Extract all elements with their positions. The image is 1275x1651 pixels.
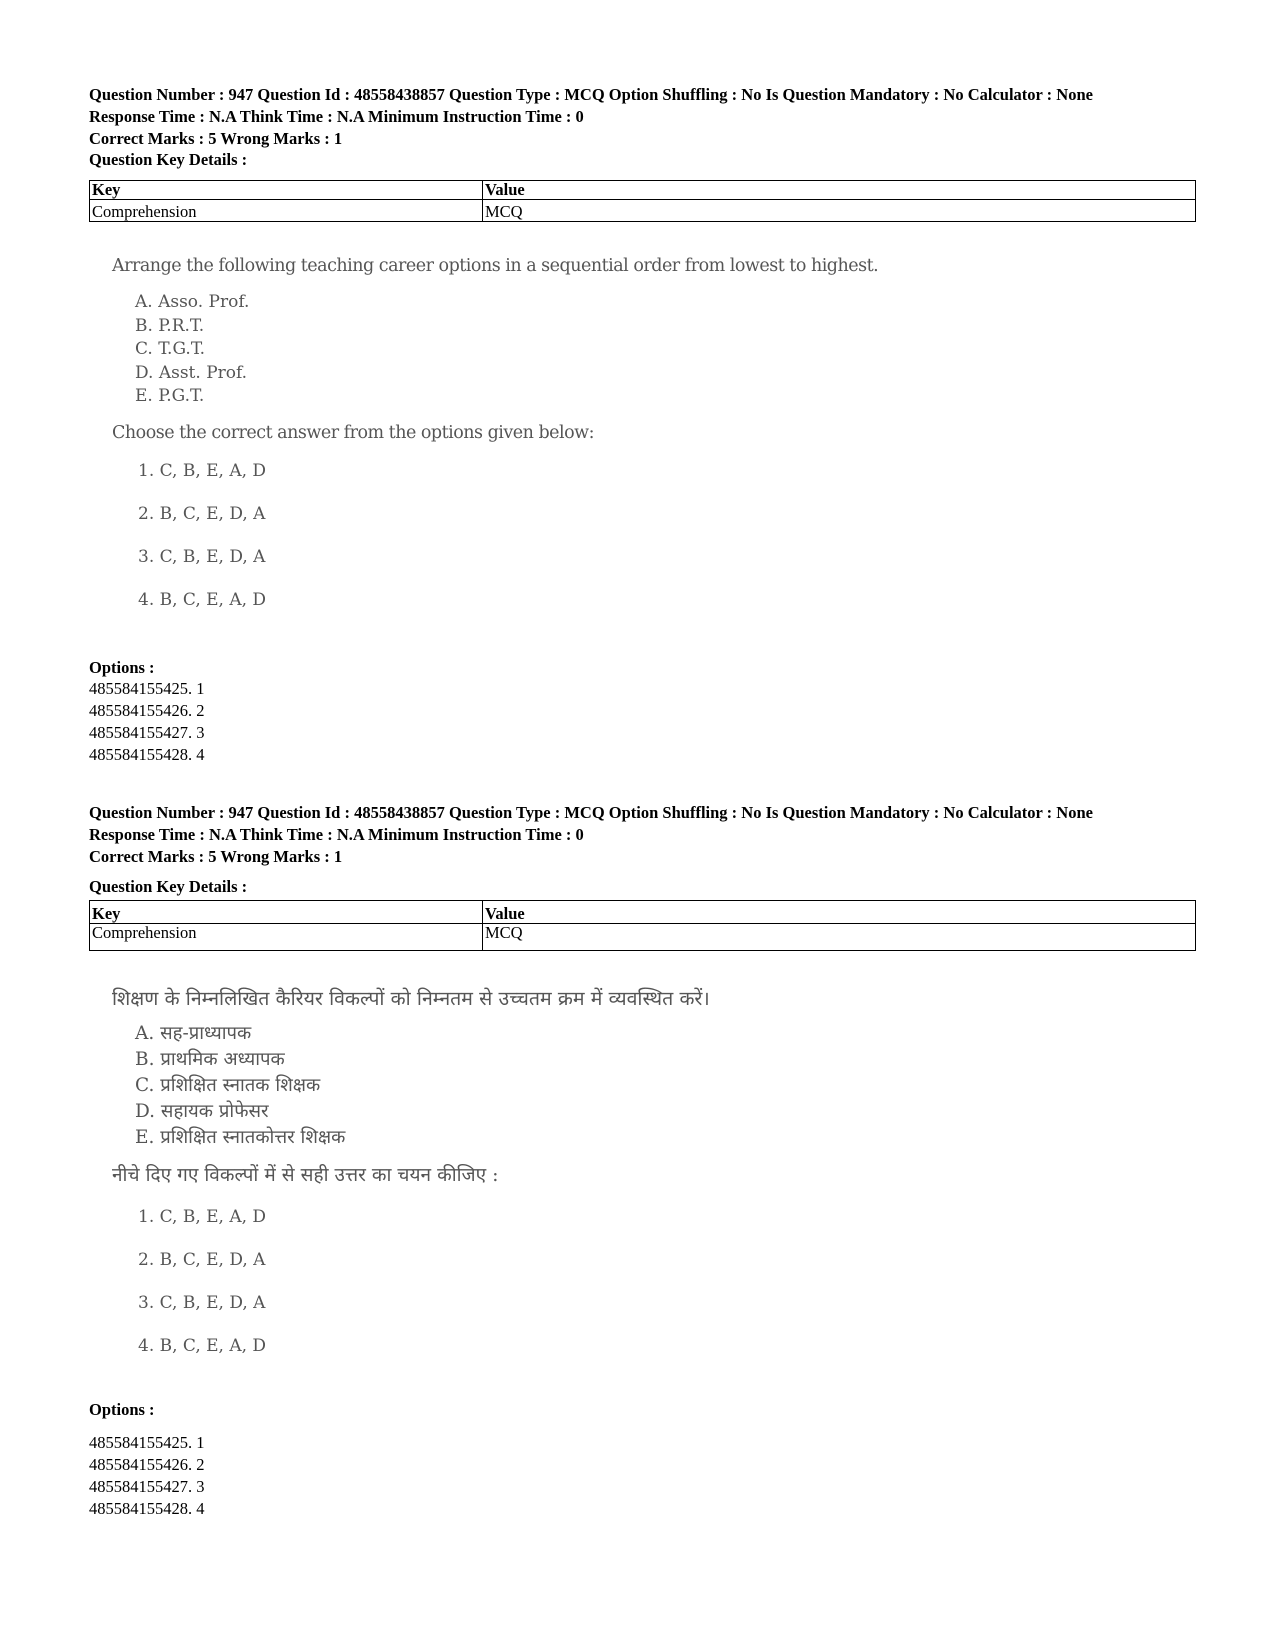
table-header-row [90,901,1196,924]
answer-choice: 3. C, B, E, D, A [138,1293,266,1313]
choose-instruction: Choose the correct answer from the options given below: [112,422,595,443]
options-block [89,657,1199,766]
table-header-value: Value [483,181,1196,200]
table-cell-key: Comprehension [90,924,483,951]
table-header-row [90,181,1196,200]
table-row [90,924,1196,951]
key-details-table [89,180,1196,222]
table-header-key: Key [90,901,483,924]
answer-choice: 1. C, B, E, A, D [138,460,267,481]
answer-choices [138,1207,710,1356]
answer-choice: 3. C, B, E, D, A [138,546,266,567]
table-cell-key: Comprehension [90,200,483,222]
options-label: Options : [89,1400,155,1419]
key-details-label: Question Key Details : [89,877,248,897]
answer-choice: 4. B, C, E, A, D [138,1336,267,1356]
answer-choice: 2. B, C, E, D, A [138,1250,266,1270]
option-item: 485584155426. 2 [89,701,205,720]
header-line-1: Question Number : 947 Question Id : 48558438857 Question Type : MCQ Option Shuffling : No Is Question Mandatory : No Calculator : None [89,803,1093,822]
list-item: D. Asst. Prof. [135,362,248,383]
key-details-table-wrap [89,180,1199,222]
question-text: Arrange the following teaching career options in a sequential order from lowest to highest. [112,256,879,276]
answer-choices [138,461,878,610]
answer-choice: 4. B, C, E, A, D [138,589,267,610]
list-item: E. प्रशिक्षित स्नातकोत्तर शिक्षक [135,1127,346,1148]
question-image-english [112,256,878,610]
question-items [135,1021,710,1151]
question-items [135,291,878,409]
list-item: C. T.G.T. [135,339,206,359]
question-image-hindi [112,984,710,1356]
option-item: 485584155428. 4 [89,745,205,764]
list-item: D. सहायक प्रोफेसर [135,1101,269,1122]
header-line-3: Correct Marks : 5 Wrong Marks : 1 [89,128,343,148]
options-block [89,1399,1199,1520]
list-item: E. P.G.T. [135,386,205,406]
header-line-2: Response Time : N.A Think Time : N.A Minimum Instruction Time : 0 [89,824,584,844]
key-details-table-wrap [89,900,1199,951]
list-item: A. सह-प्राध्यापक [135,1023,252,1044]
question-header [89,84,1199,171]
option-item: 485584155425. 1 [89,679,205,698]
table-header-key: Key [90,181,483,200]
list-item: B. P.R.T. [135,315,205,336]
choose-instruction: नीचे दिए गए विकल्पों में से सही उत्तर का चयन कीजिए : [112,1164,499,1186]
question-header [89,802,1199,898]
key-details-table [89,900,1196,951]
key-details-label: Question Key Details : [89,150,248,170]
options-label: Options : [89,658,155,677]
option-item: 485584155428. 4 [89,1499,205,1518]
option-item: 485584155425. 1 [89,1433,205,1452]
answer-choice: 2. B, C, E, D, A [138,503,266,524]
header-line-1: Question Number : 947 Question Id : 48558438857 Question Type : MCQ Option Shuffling : No Is Question Mandatory : No Calculator : None [89,85,1093,104]
list-item: A. Asso. Prof. [135,292,250,312]
header-line-2: Response Time : N.A Think Time : N.A Minimum Instruction Time : 0 [89,106,584,126]
list-item: C. प्रशिक्षित स्नातक शिक्षक [135,1075,321,1096]
list-item: B. प्राथमिक अध्यापक [135,1049,285,1070]
option-item: 485584155427. 3 [89,723,205,742]
header-line-3: Correct Marks : 5 Wrong Marks : 1 [89,846,343,866]
option-item: 485584155427. 3 [89,1477,205,1496]
answer-choice: 1. C, B, E, A, D [138,1207,267,1227]
table-header-value: Value [483,901,1196,924]
table-cell-value: MCQ [483,200,1196,222]
question-text: शिक्षण के निम्नलिखित कैरियर विकल्पों को निम्नतम से उच्चतम क्रम में व्यवस्थित करें। [112,987,710,1010]
table-cell-value: MCQ [483,924,1196,951]
option-item: 485584155426. 2 [89,1455,205,1474]
table-row [90,200,1196,222]
